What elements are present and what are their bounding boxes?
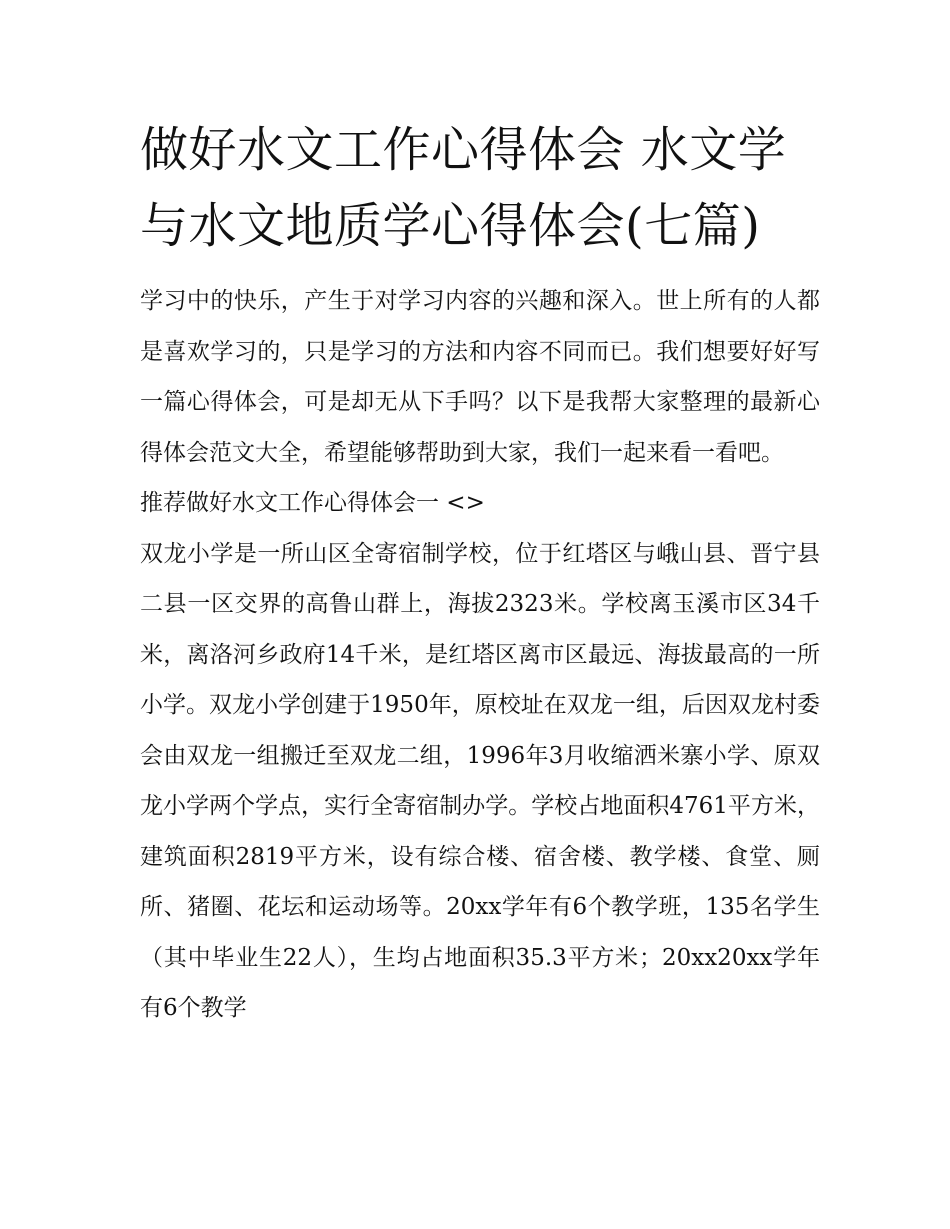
body-paragraph: 双龙小学是一所山区全寄宿制学校，位于红塔区与峨山县、晋宁县二县一区交界的高鲁山群上，海拔2323米。学校离玉溪市区34千米，离洛河乡政府14千米，是红塔区离市区最远、海拔最高的一所小学。双龙小学创建于1950年，原校址在双龙一组，后因双龙村委会由双龙一组搬迁至双龙二组，1996年3月收缩洒米寨小学、原双龙小学两个学点，实行全寄宿制办学。学校占地面积4761平方米，建筑面积2819平方米，设有综合楼、宿舍楼、教学楼、食堂、厕所、猪圈、花坛和运动场等。20xx学年有6个教学班，135名学生（其中毕业生22人），生均占地面积35.3平方米；20xx20xx学年有6个教学 [140, 540, 820, 1021]
intro-paragraph: 学习中的快乐，产生于对学习内容的兴趣和深入。世上所有的人都是喜欢学习的，只是学习的方法和内容不同而已。我们想要好好写一篇心得体会，可是却无从下手吗？以下是我帮大家整理的最新心得体会范文大全，希望能够帮助到大家，我们一起来看一看吧。 [140, 288, 820, 466]
document-body [140, 276, 820, 1034]
section-heading: 推荐做好水文工作心得体会一 <> [140, 490, 485, 516]
document-title: 做好水文工作心得体会 水文学与水文地质学心得体会(七篇) [140, 122, 787, 254]
